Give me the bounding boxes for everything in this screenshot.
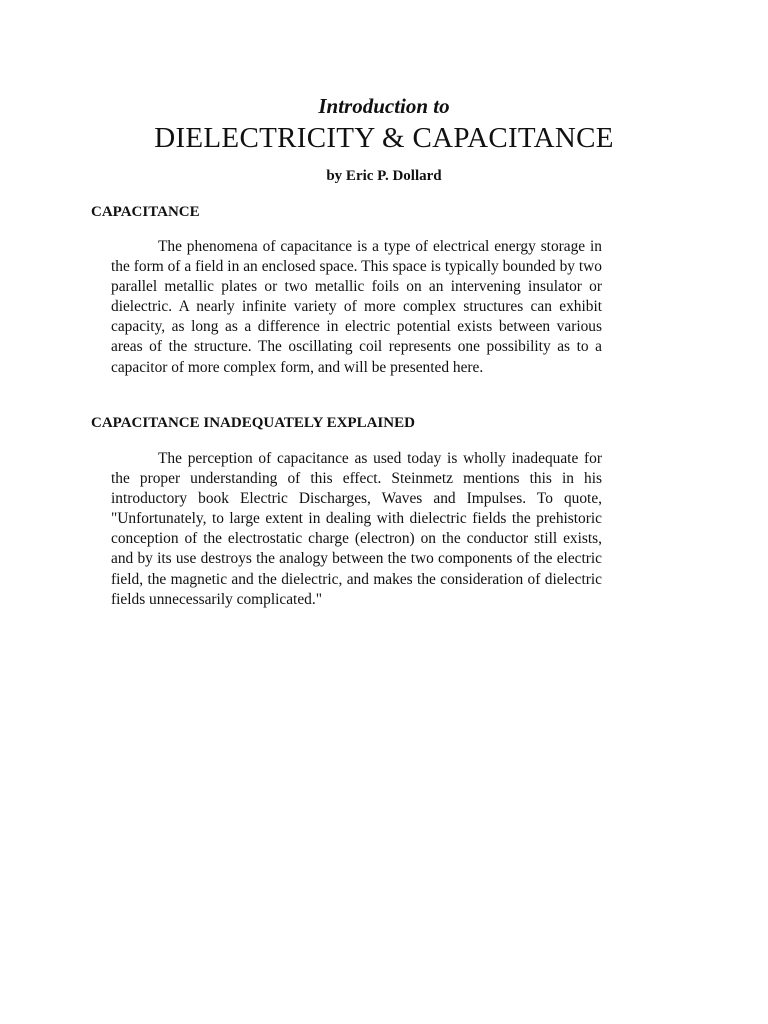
title-intro-line: Introduction to — [318, 94, 450, 118]
section-heading-capacitance-inadequately-explained: CAPACITANCE INADEQUATELY EXPLAINED — [91, 415, 415, 431]
section-heading-capacitance: CAPACITANCE — [91, 204, 200, 220]
author-line: by Eric P. Dollard — [326, 168, 442, 184]
section-paragraph-capacitance: The phenomena of capacitance is a type of electrical energy storage in the form of a field in an enclosed space. This space is typically bounded by two parallel metallic plates or two metallic foils on an intervening insulator or dielectric. A nearly infinite variety of more complex structures can exhibit capacity, as long as a difference in electric potential exists between various areas of the structure. The oscillating coil represents one possibility as to a capacitor of more complex form, and will be presented here. — [111, 238, 602, 376]
section-paragraph-capacitance-inadequately-explained: The perception of capacitance as used today is wholly inadequate for the proper understanding of this effect. Steinmetz mentions this in his introductory book Electric Discharges, Waves and Impulses. To quote, "Unfortunately, to large extent in dealing with dielectric fields the prehistoric conception of the electrostatic charge (electron) on the conductor still exists, and by its use destroys the analogy between the two components of the electric field, the magnetic and the dielectric, and makes the consideration of dielectric fields unnecessarily complicated." — [111, 450, 602, 608]
page-title: DIELECTRICITY & CAPACITANCE — [154, 122, 614, 154]
